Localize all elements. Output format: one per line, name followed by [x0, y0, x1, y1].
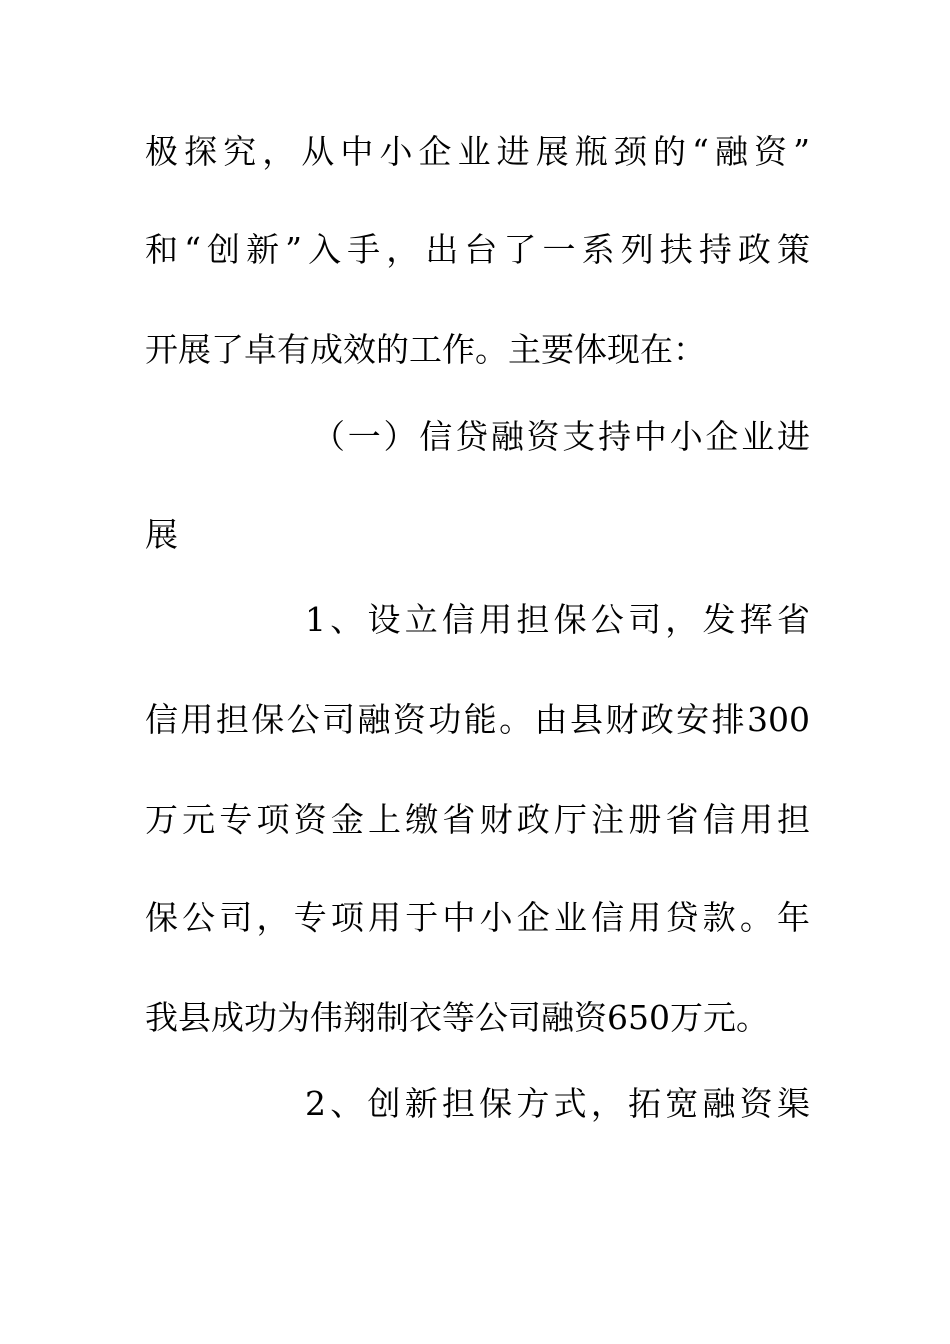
- paragraph-line: 保公司，专项用于中小企业信用贷款。年: [145, 898, 810, 937]
- list-item-1-line: 1、设立信用担保公司，发挥省: [305, 600, 810, 639]
- paragraph-line: 开展了卓有成效的工作。主要体现在：: [145, 330, 706, 369]
- paragraph-line: 极探究，从中小企业进展瓶颈的“融资”: [145, 132, 810, 171]
- list-item-2-line: 2、创新担保方式，拓宽融资渠: [305, 1084, 810, 1123]
- paragraph-line: 万元专项资金上缴省财政厅注册省信用担: [145, 800, 810, 839]
- paragraph-line: 和“创新”入手，出台了一系列扶持政策: [145, 230, 810, 269]
- section-heading-line: 展: [145, 515, 178, 554]
- section-heading-line: （一）信贷融资支持中小企业进: [312, 417, 810, 456]
- paragraph-line: 我县成功为伟翔制衣等公司融资650万元。: [145, 998, 769, 1037]
- paragraph-line: 信用担保公司融资功能。由县财政安排300: [145, 700, 810, 739]
